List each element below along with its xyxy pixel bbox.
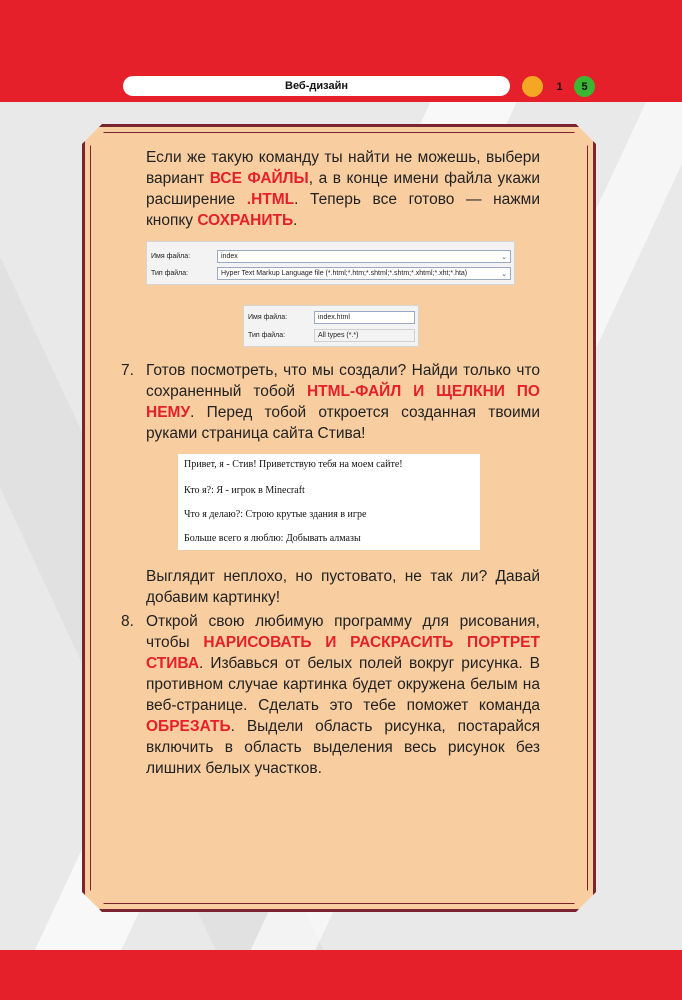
- paragraph-step-7: Готов посмотреть, что мы создали? Найди только что сохраненный тобой HTML-ФАЙЛ И ЩЕЛКНИ ПО НЕМУ. Перед тобой откроется созданная твоими руками страница сайта Стива!: [146, 362, 540, 442]
- step-number-7: 7.: [121, 362, 134, 379]
- webpage-line: Больше всего я люблю: Добывать алмазы: [184, 533, 361, 544]
- highlight-html-file-click: HTML-ФАЙЛ И ЩЕЛКНИ ПО НЕМУ: [146, 383, 540, 421]
- highlight-draw-portrait: НАРИСОВАТЬ И РАСКРАСИТЬ ПОРТРЕТ СТИВА: [146, 634, 540, 672]
- filename-label: Имя файла:: [248, 314, 288, 321]
- webpage-line: Кто я?: Я - игрок в Minecraft: [184, 485, 305, 496]
- highlight-all-files: ВСЕ ФАЙЛЫ: [209, 170, 309, 187]
- chevron-down-icon: ⌄: [501, 253, 507, 261]
- highlight-crop: ОБРЕЗАТЬ: [146, 718, 231, 735]
- page-number-digit-1: 1: [549, 76, 570, 97]
- paragraph-step-8: Открой свою любимую программу для рисования, чтобы НАРИСОВАТЬ И РАСКРАСИТЬ ПОРТРЕТ СТИВА. Избавься от белых полей вокруг рисунка. В противном случае картинка будет окружена белым на веб-странице. Сделать это тебе поможет команда ОБРЕЗАТЬ. Выдели область рисунка, постарайся включить в область выделения весь рисунок без лишних белых участков.: [146, 613, 540, 777]
- filetype-field: Hyper Text Markup Language file (*.html;*.htm;*.shtml;*.shtm;*.xhtml;*.xht;*.hta) ⌄: [217, 267, 511, 280]
- section-title: Веб-дизайн: [123, 76, 510, 96]
- save-dialog-screenshot-1: [146, 241, 515, 285]
- page-number-digit-2: 5: [574, 76, 595, 97]
- filetype-field: All types (*.*): [314, 329, 415, 342]
- decorative-orange-dot: [522, 76, 543, 97]
- highlight-save: СОХРАНИТЬ: [197, 212, 294, 229]
- paragraph-save-instructions: Если же такую команду ты найти не можешь, выбери вариант ВСЕ ФАЙЛЫ, а в конце имени файла укажи расширение .HTML. Теперь все готово — нажми кнопку СОХРАНИТЬ.: [146, 149, 541, 229]
- paragraph-add-image: Выглядит неплохо, но пустовато, не так ли? Давай добавим картинку!: [146, 568, 540, 606]
- filetype-label: Тип файла:: [151, 270, 189, 277]
- chevron-down-icon: ⌄: [501, 270, 507, 278]
- filetype-label: Тип файла:: [248, 332, 286, 339]
- highlight-html-extension: .HTML: [246, 191, 295, 208]
- webpage-line: Что я делаю?: Строю крутые здания в игре: [184, 509, 367, 520]
- filename-label: Имя файла:: [151, 253, 191, 260]
- webpage-preview-screenshot: [178, 454, 480, 550]
- filename-field: index ⌄: [217, 250, 511, 263]
- save-dialog-screenshot-2: [243, 305, 419, 347]
- step-number-8: 8.: [121, 613, 134, 630]
- filename-field: index.html: [314, 311, 415, 324]
- bottom-red-band: [0, 950, 682, 1000]
- webpage-line: Привет, я - Стив! Приветствую тебя на моем сайте!: [184, 459, 403, 470]
